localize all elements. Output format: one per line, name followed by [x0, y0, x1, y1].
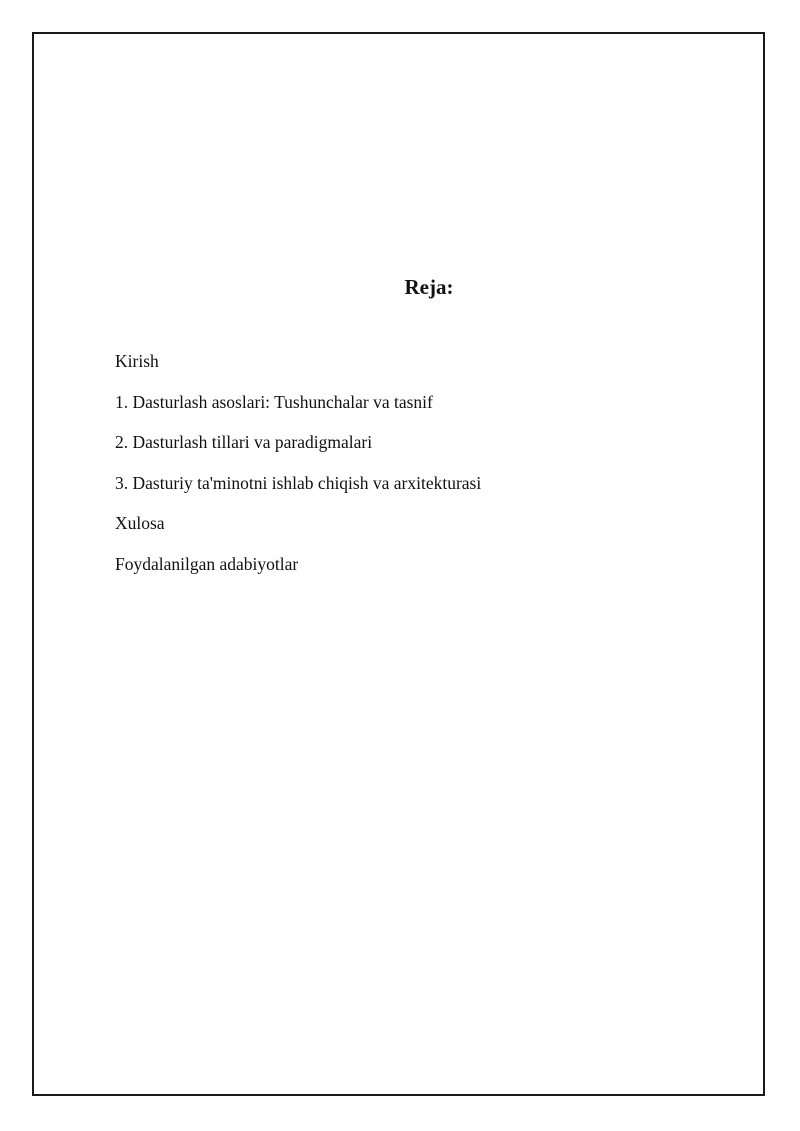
plan-item-1: 1. Dasturlash asoslari: Tushunchalar va tasnif	[115, 391, 433, 412]
plan-item-3: 3. Dasturiy ta'minotni ishlab chiqish va arxitekturasi	[115, 472, 482, 493]
page-title: Reja:	[404, 275, 454, 299]
plan-item-conclusion: Xulosa	[115, 513, 165, 533]
plan-item-introduction: Kirish	[115, 351, 159, 371]
plan-list	[115, 350, 481, 593]
plan-item-references: Foydalanilgan adabiyotlar	[115, 553, 299, 574]
plan-item-2: 2. Dasturlash tillari va paradigmalari	[115, 432, 373, 452]
